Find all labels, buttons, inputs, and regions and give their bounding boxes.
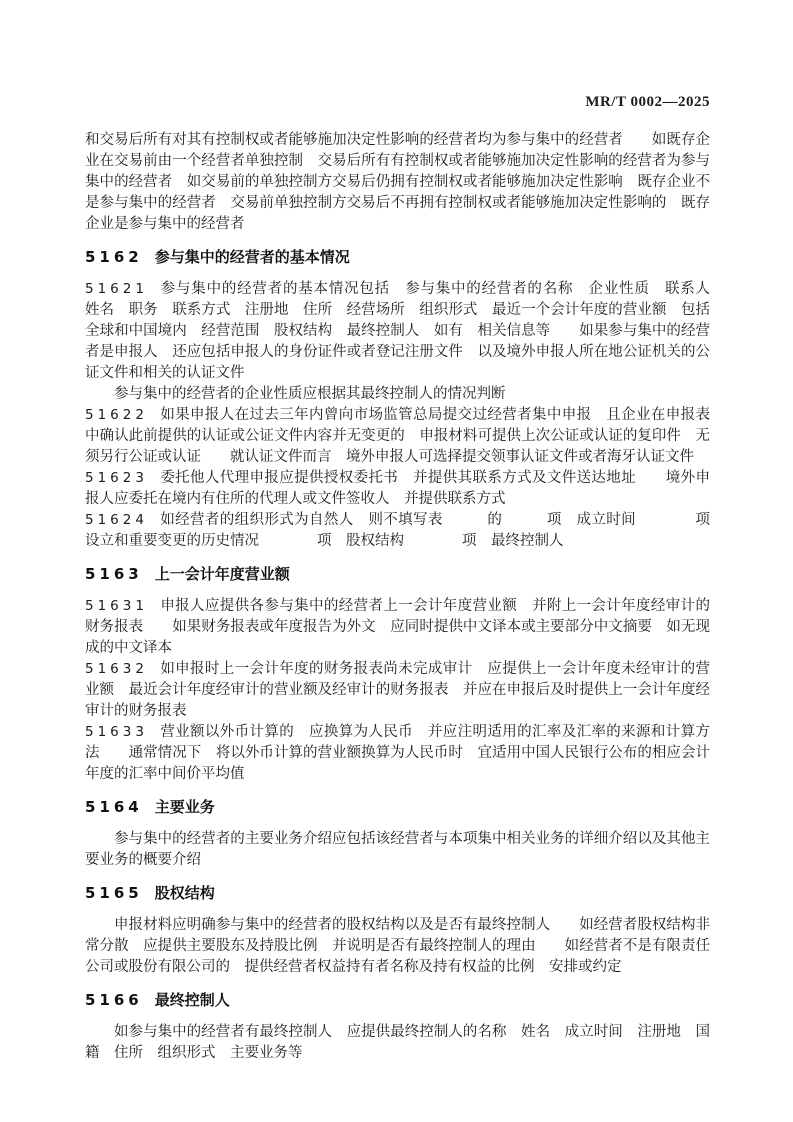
section-title: 最终控制人 [154,991,230,1009]
paragraph-51622 [85,405,710,468]
section-number: 5162 [85,248,143,266]
paragraph-text: 参与集中的经营者的基本情况包括 参与集中的经营者的名称 企业性质 联系人 姓名 职务 联系方式 注册地 住所 经营场所 组织形式 最近一个会计年度的营业额 包括全球和中国境内 经营范围 股权结构 最终控制人 如有 相关信息等 如果参与集中的经营者是申报人 还应包括申报人的身份证件或者登记注册文件 以及境外申报人所在地公证机关的公证文件和相关的认证文件 [85,281,725,381]
paragraph-5164: 参与集中的经营者的主要业务介绍应包括该经营者与本项集中相关业务的详细介绍以及其他主要业务的概要介绍 [85,831,710,868]
paragraph-5165: 申报材料应明确参与集中的经营者的股权结构以及是否有最终控制人 如经营者股权结构非常分散 应提供主要股东及持股比例 并说明是否有最终控制人的理由 如经营者不是有限责任公司或股份有限公司的 提供经营者权益持有者名称及持有权益的比例 安排或约定 [85,917,710,975]
paragraph-5166: 如参与集中的经营者有最终控制人 应提供最终控制人的名称 姓名 成立时间 注册地 国籍 住所 组织形式 主要业务等 [85,1024,710,1061]
paragraph-number: 51624 [85,512,148,528]
intro-continuation-paragraph: 和交易后所有对其有控制权或者能够施加决定性影响的经营者均为参与集中的经营者 如既存企业在交易前由一个经营者单独控制 交易后所有有控制权或者能够施加决定性影响的经营者为参与集中的经营者 如交易前的单独控制方交易后仍拥有控制权或者能够施加决定性影响 既存企业不是参与集中的经营者 交易前单独控制方交易后不再拥有控制权或者能够施加决定性影响的 既存企业是参与集中的经营者 [85,132,710,232]
paragraph-number: 51632 [85,661,148,677]
section-heading-5165 [85,883,710,904]
running-header-doc-code: MR/T 0002—2025 [585,94,710,110]
section-title: 股权结构 [154,884,215,902]
paragraph-number: 51631 [85,598,148,614]
paragraph-51623 [85,468,710,510]
section-heading-5164 [85,797,710,818]
section-number: 5164 [85,798,143,816]
section-title: 参与集中的经营者的基本情况 [154,248,350,266]
section-title: 上一会计年度营业额 [154,565,290,583]
section-number: 5165 [85,884,143,902]
paragraph-51633 [85,722,710,785]
paragraph-51631 [85,596,710,659]
paragraph-text: 如申报时上一会计年度的财务报表尚未完成审计 应提供上一会计年度未经审计的营业额 最近会计年度经审计的营业额及经审计的财务报表 并应在申报后及时提供上一会计年度经审计的财务报表 [85,661,710,719]
section-number: 5163 [85,565,143,583]
section-title: 主要业务 [154,798,215,816]
paragraph-text: 申报人应提供各参与集中的经营者上一会计年度营业额 并附上一会计年度经审计的财务报表 如果财务报表或年度报告为外文 应同时提供中文译本或主要部分中文摘要 如无现成的中文译本 [85,598,710,656]
section-number: 5166 [85,991,143,1009]
paragraph-51621 [85,279,725,384]
paragraph-text: 如经营者的组织形式为自然人 则不填写表 的 项 成立时间 项 设立和重要变更的历史情况 项 股权结构 项 最终控制人 [85,512,725,549]
paragraph-number: 51623 [85,470,148,486]
paragraph-number: 51633 [85,724,148,740]
page-content [85,92,725,1064]
paragraph-number: 51621 [85,281,148,297]
section-heading-5166 [85,990,710,1011]
section-heading-5162 [85,247,710,268]
paragraph-text: 委托他人代理申报应提供授权委托书 并提供其联系方式及文件送达地址 境外申报人应委托在境内有住所的代理人或文件签收人 并提供联系方式 [85,470,710,507]
paragraph-51632 [85,659,710,722]
section-heading-5163 [85,564,710,585]
paragraph-51621-sub: 参与集中的经营者的企业性质应根据其最终控制人的情况判断 [114,386,506,402]
paragraph-number: 51622 [85,407,148,423]
paragraph-51624 [85,510,725,552]
paragraph-text: 如果申报人在过去三年内曾向市场监管总局提交过经营者集中申报 且企业在申报表中确认此前提供的认证或公证文件内容并无变更的 申报材料可提供上次公证或认证的复印件 无须另行公证或认证 就认证文件而言 境外申报人可选择提交领事认证文件或者海牙认证文件 [85,407,710,465]
paragraph-text: 营业额以外币计算的 应换算为人民币 并应注明适用的汇率及汇率的来源和计算方法 通常情况下 将以外币计算的营业额换算为人民币时 宜适用中国人民银行公布的相应会计年度的汇率中间价平均值 [85,724,710,782]
